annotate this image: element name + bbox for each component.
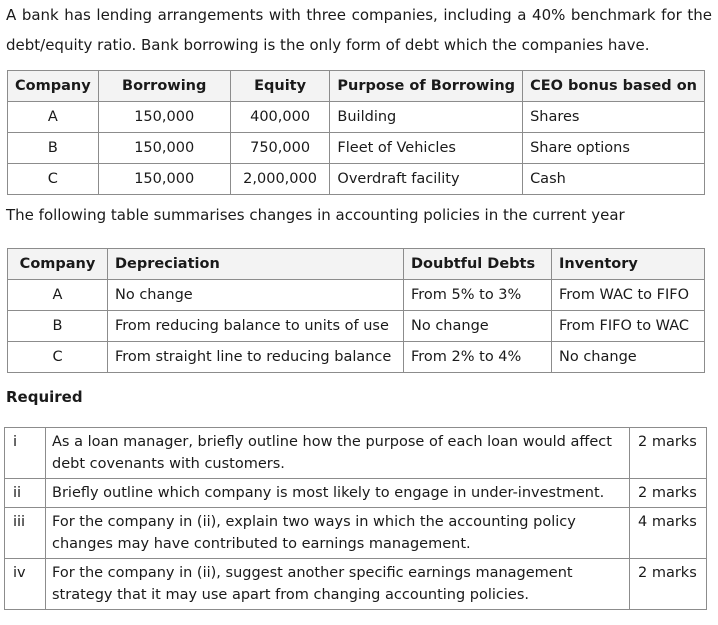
table-row [8, 133, 705, 164]
cell-ceo-bonus: Shares [523, 102, 705, 133]
cell-purpose: Fleet of Vehicles [330, 133, 523, 164]
header-company: Company [8, 71, 99, 102]
requirements-table [4, 427, 707, 610]
requirement-row [5, 559, 707, 610]
requirement-marks: 2 marks [630, 479, 707, 508]
intro-text: A bank has lending arrangements with three companies, including a 40% benchmark for the debt/equity ratio. Bank borrowing is the only form of debt which the companies have. [6, 6, 712, 54]
cell-company: C [8, 164, 99, 195]
requirement-text: For the company in (ii), suggest another specific earnings management strategy that it may use apart from changing accounting policies. [46, 559, 630, 610]
requirement-row [5, 479, 707, 508]
cell-depreciation: From reducing balance to units of use [108, 311, 404, 342]
requirement-number: ii [5, 479, 46, 508]
requirement-row [5, 508, 707, 559]
cell-borrowing: 150,000 [98, 164, 230, 195]
requirement-number: iv [5, 559, 46, 610]
requirement-number: i [5, 428, 46, 479]
required-heading: Required [6, 388, 83, 406]
cell-company: A [8, 280, 108, 311]
header-ceo-bonus: CEO bonus based on [523, 71, 705, 102]
requirement-marks: 2 marks [630, 559, 707, 610]
cell-company: B [8, 311, 108, 342]
intro-paragraph [6, 0, 712, 60]
requirement-marks: 4 marks [630, 508, 707, 559]
cell-borrowing: 150,000 [98, 102, 230, 133]
cell-doubtful-debts: From 5% to 3% [404, 280, 552, 311]
requirement-text: As a loan manager, briefly outline how the purpose of each loan would affect debt covenants with customers. [46, 428, 630, 479]
requirement-number: iii [5, 508, 46, 559]
cell-equity: 750,000 [230, 133, 330, 164]
lending-arrangements-table [7, 70, 705, 195]
cell-purpose: Building [330, 102, 523, 133]
accounting-policy-table [7, 248, 705, 373]
table-header-row [8, 71, 705, 102]
requirement-row [5, 428, 707, 479]
cell-ceo-bonus: Share options [523, 133, 705, 164]
cell-inventory: No change [552, 342, 705, 373]
header-borrowing: Borrowing [98, 71, 230, 102]
table-row [8, 311, 705, 342]
table-header-row [8, 249, 705, 280]
requirement-text: For the company in (ii), explain two ways in which the accounting policy changes may have contributed to earnings management. [46, 508, 630, 559]
cell-inventory: From FIFO to WAC [552, 311, 705, 342]
header-inventory: Inventory [552, 249, 705, 280]
header-company: Company [8, 249, 108, 280]
table-row [8, 164, 705, 195]
cell-depreciation: No change [108, 280, 404, 311]
requirement-text: Briefly outline which company is most likely to engage in under-investment. [46, 479, 630, 508]
table-row [8, 280, 705, 311]
cell-company: C [8, 342, 108, 373]
cell-doubtful-debts: From 2% to 4% [404, 342, 552, 373]
cell-inventory: From WAC to FIFO [552, 280, 705, 311]
cell-equity: 2,000,000 [230, 164, 330, 195]
cell-purpose: Overdraft facility [330, 164, 523, 195]
table-row [8, 102, 705, 133]
cell-doubtful-debts: No change [404, 311, 552, 342]
policy-changes-intro: The following table summarises changes in accounting policies in the current year [6, 206, 625, 224]
cell-company: B [8, 133, 99, 164]
requirement-marks: 2 marks [630, 428, 707, 479]
header-purpose: Purpose of Borrowing [330, 71, 523, 102]
header-doubtful-debts: Doubtful Debts [404, 249, 552, 280]
cell-borrowing: 150,000 [98, 133, 230, 164]
cell-ceo-bonus: Cash [523, 164, 705, 195]
cell-company: A [8, 102, 99, 133]
table-row [8, 342, 705, 373]
cell-equity: 400,000 [230, 102, 330, 133]
header-depreciation: Depreciation [108, 249, 404, 280]
cell-depreciation: From straight line to reducing balance [108, 342, 404, 373]
header-equity: Equity [230, 71, 330, 102]
